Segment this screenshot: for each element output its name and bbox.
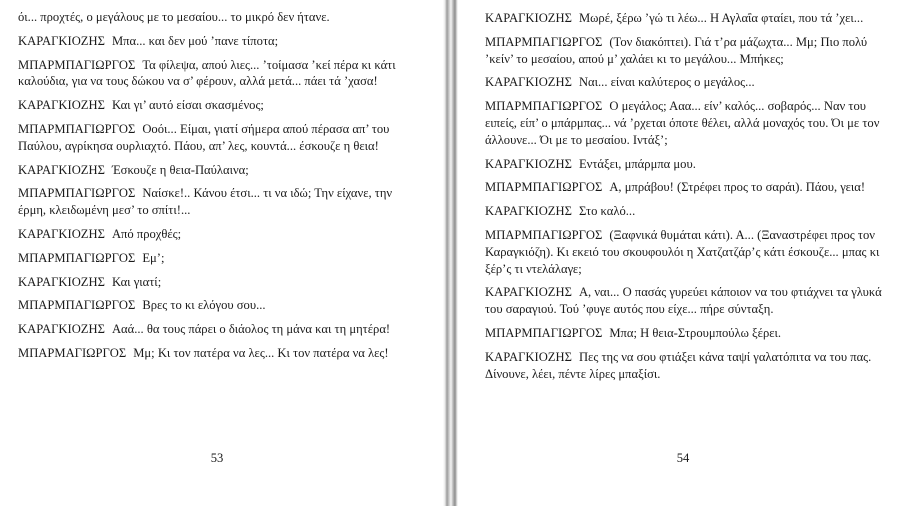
speaker-name: ΚΑΡΑΓΚΙΟΖΗΣ (18, 226, 105, 241)
speech-text: Έσκουζε η θεια-Παύλαινα; (111, 162, 249, 177)
speaker-name: ΜΠΑΡΜΠΑΓΙΩΡΓΟΣ (18, 57, 136, 72)
speech-text: Μωρέ, ξέρω ’γώ τι λέω... Η Αγλαΐα φταίει, που τά ’χει... (578, 11, 864, 25)
speaker-name: ΚΑΡΑΓΚΙΟΖΗΣ (18, 98, 105, 113)
dialogue-paragraph (485, 98, 885, 148)
left-page-number: 53 (210, 451, 224, 465)
speaker-name: ΚΑΡΑΓΚΙΟΖΗΣ (18, 162, 105, 177)
speech-text: Οοόι... Είμαι, γιατί σήμερα απού πέρασα απ’ του Παύλου, αγρίκησα ουρλιαχτό. Πάου, απ’ λες, κουντά... έσκουζε η θεια! (18, 121, 390, 153)
speaker-name: ΜΠΑΡΜΠΑΓΙΩΡΓΟΣ (18, 250, 136, 265)
speaker-name: ΜΠΑΡΜΑΓΙΩΡΓΟΣ (18, 345, 127, 360)
speech-text: Πες της να σου φτιάξει κάνα ταψί γαλατόπιτα να του πας. Δίνουνε, λέει, πέντε λίρες μπαξίσι. (485, 349, 872, 381)
speech-text: Και γι’ αυτό είσαι σκασμένος; (111, 98, 264, 113)
right-page-text (485, 10, 885, 382)
right-page-number: 54 (676, 451, 690, 465)
dialogue-paragraph (485, 179, 885, 196)
speaker-name: ΚΑΡΑΓΚΙΟΖΗΣ (18, 33, 105, 48)
speech-text: (Τον διακόπτει). Γιά τ’ρα μάζωχτα... Μμ; Πιο πολύ ’κείν’ το μεσαίου, απού μ’ χαλάει κι το μεγάλου... Μπήκες; (485, 34, 868, 66)
speech-text: Εντάξει, μπάρμπα μου. (578, 156, 696, 171)
dialogue-paragraph (18, 345, 419, 362)
speech-text: όι... προχτές, ο μεγάλους με το μεσαίου... το μικρό δεν ήτανε. (18, 10, 330, 24)
speech-text: Μπα; Η θεια-Στρουμπούλω ξέρει. (609, 325, 782, 340)
dialogue-paragraph (485, 34, 885, 68)
speech-text: Μμ; Κι τον πατέρα να λες... Κι τον πατέρα να λες! (133, 345, 389, 360)
dialogue-paragraph (18, 57, 419, 91)
dialogue-paragraph (485, 10, 885, 27)
speech-text: Από προχθές; (111, 226, 182, 241)
dialogue-paragraph (18, 97, 419, 114)
dialogue-paragraph (485, 156, 885, 173)
speech-text: Εμ’; (142, 250, 165, 265)
dialogue-paragraph (18, 162, 419, 179)
right-page (458, 0, 901, 506)
speaker-name: ΚΑΡΑΓΚΙΟΖΗΣ (485, 156, 572, 171)
speech-text: (Ξαφνικά θυμάται κάτι). Α... (Ξαναστρέφει προς τον Καραγκιόζη). Κι εκειό του σκουφουλόι η Χατζατζάρ’ς κάτι έσκουζε... μπας κι ξέρ’ς τι ντελάλαγε; (485, 227, 880, 276)
speaker-name: ΚΑΡΑΓΚΙΟΖΗΣ (485, 204, 572, 219)
dialogue-paragraph (18, 185, 419, 219)
dialogue-paragraph (485, 325, 885, 342)
speaker-name: ΜΠΑΡΜΠΑΓΙΩΡΓΟΣ (18, 121, 136, 136)
dialogue-paragraph (18, 33, 419, 50)
dialogue-paragraph (18, 121, 419, 155)
book-gutter (443, 0, 458, 506)
dialogue-paragraph (485, 284, 885, 318)
speech-text: Ααά... θα τους πάρει ο διάολος τη μάνα και τη μητέρα! (111, 322, 391, 337)
speaker-name: ΚΑΡΑΓΚΙΟΖΗΣ (485, 11, 572, 25)
speaker-name: ΜΠΑΡΜΠΑΓΙΩΡΓΟΣ (18, 298, 136, 313)
speech-text: Βρες το κι ελόγου σου... (142, 298, 266, 313)
speaker-name: ΚΑΡΑΓΚΙΟΖΗΣ (18, 274, 105, 289)
dialogue-paragraph (18, 9, 419, 26)
dialogue-paragraph (18, 321, 419, 338)
speaker-name: ΚΑΡΑΓΚΙΟΖΗΣ (485, 349, 572, 364)
speech-text: Ναίσκε!.. Κάνου έτσι... τι να ιδώ; Την είχανε, την έρμη, κλειδωμένη μεσ’ το σπίτι!... (18, 186, 393, 218)
dialogue-paragraph (18, 274, 419, 291)
speaker-name: ΜΠΑΡΜΠΑΓΙΩΡΓΟΣ (485, 325, 603, 340)
speech-text: Μπα... και δεν μού ’πανε τίποτα; (111, 33, 279, 48)
speech-text: Ο μεγάλος; Ααα... είν’ καλός... σοβαρός... Ναν του ειπείς, είπ’ ο μπάρμπας... νά ’ρχεται όποτε θέλει, αλλά μοναχός του. Όι με τον άλλουνε... Όι με το μεσαίου. Ιντάξ’; (485, 99, 880, 147)
dialogue-paragraph (485, 227, 885, 277)
speaker-name: ΜΠΑΡΜΠΑΓΙΩΡΓΟΣ (18, 186, 136, 201)
speech-text: Στο καλό... (578, 204, 636, 219)
speaker-name: ΜΠΑΡΜΠΑΓΙΩΡΓΟΣ (485, 180, 603, 195)
dialogue-paragraph (485, 74, 885, 91)
speaker-name: ΚΑΡΑΓΚΙΟΖΗΣ (485, 75, 572, 90)
speaker-name: ΚΑΡΑΓΚΙΟΖΗΣ (18, 322, 105, 337)
left-page-text (18, 9, 419, 362)
dialogue-paragraph (485, 203, 885, 220)
left-page (0, 0, 443, 506)
speech-text: Α, ναι... Ο πασάς γυρεύει κάποιον να του φτιάχνει τα γλυκά του σαραγιού. Τού ’φυγε αυτός που είχε... πήρε σύνταξη. (485, 285, 882, 317)
speaker-name: ΜΠΑΡΜΠΑΓΙΩΡΓΟΣ (485, 227, 603, 242)
dialogue-paragraph (18, 250, 419, 267)
speech-text: Και γιατί; (111, 274, 162, 289)
speech-text: Τα φίλεψα, απού λιες... ’τοίμασα ’κεί πέρα κι κάτι καλούδια, για να τους δώκου να σ’ φέρουν, αλλά μετά... πάει τά ’χασα! (18, 57, 396, 89)
speaker-name: ΚΑΡΑΓΚΙΟΖΗΣ (485, 285, 572, 300)
speaker-name: ΜΠΑΡΜΠΑΓΙΩΡΓΟΣ (485, 34, 603, 49)
dialogue-paragraph (485, 349, 885, 383)
dialogue-paragraph (18, 226, 419, 243)
speaker-name: ΜΠΑΡΜΠΑΓΙΩΡΓΟΣ (485, 99, 603, 114)
dialogue-paragraph (18, 297, 419, 314)
speech-text: Ναι... είναι καλύτερος ο μεγάλος... (578, 75, 755, 90)
speech-text: Α, μπράβου! (Στρέφει προς το σαράι). Πάου, γεια! (609, 180, 866, 195)
